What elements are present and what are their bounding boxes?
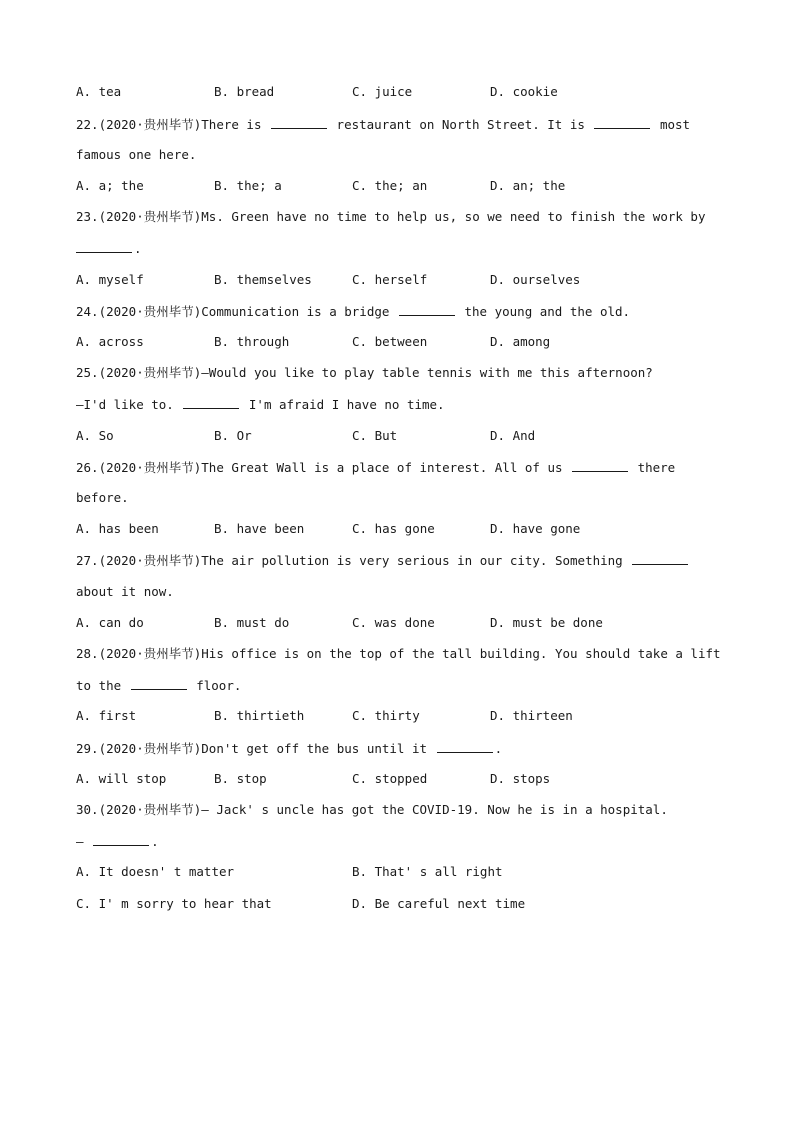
q26-option-c[interactable]: C. has gone — [352, 521, 435, 536]
q21-option-a[interactable]: A. tea — [76, 84, 122, 99]
q27-source: (2020·贵州毕节) — [98, 553, 202, 568]
q30-text: — — [76, 834, 84, 849]
q30-stem — [76, 800, 716, 820]
answer-blank[interactable] — [399, 301, 455, 316]
q22-option-d[interactable]: D. an; the — [490, 178, 566, 193]
q24-text: the young and the old. — [464, 304, 631, 319]
q28-number: 28. — [76, 646, 99, 661]
q30-option-a[interactable]: A. It doesn' t matter — [76, 864, 235, 879]
q24-option-c[interactable]: C. between — [352, 334, 428, 349]
q24-source: (2020·贵州毕节) — [98, 304, 202, 319]
q27-option-b[interactable]: B. must do — [214, 615, 290, 630]
q23-source: (2020·贵州毕节) — [98, 209, 202, 224]
q21-option-c[interactable]: C. juice — [352, 84, 413, 99]
answer-blank[interactable] — [131, 675, 187, 690]
q22-options — [76, 176, 716, 196]
q22-text: There is — [201, 117, 262, 132]
q27-option-d[interactable]: D. must be done — [490, 615, 603, 630]
q29-source: (2020·贵州毕节) — [98, 741, 202, 756]
q29-options — [76, 769, 716, 789]
q25-source: (2020·贵州毕节) — [98, 365, 202, 380]
q25-stem — [76, 363, 716, 383]
q26-text: before. — [76, 490, 129, 505]
q22-text: famous one here. — [76, 147, 197, 162]
q23-options — [76, 270, 716, 290]
q27-number: 27. — [76, 553, 99, 568]
q25-option-d[interactable]: D. And — [490, 428, 536, 443]
q30-option-c[interactable]: C. I' m sorry to hear that — [76, 896, 272, 911]
answer-blank[interactable] — [271, 114, 327, 129]
q23-text: . — [134, 241, 142, 256]
q29-number: 29. — [76, 741, 99, 756]
q26-stem-cont — [76, 488, 716, 508]
q29-text: . — [494, 741, 503, 756]
q22-option-a[interactable]: A. a; the — [76, 178, 144, 193]
answer-blank[interactable] — [572, 457, 628, 472]
q25-option-c[interactable]: C. But — [352, 428, 398, 443]
q27-stem-cont — [76, 582, 716, 602]
q30-text: . — [151, 834, 159, 849]
q28-options — [76, 706, 716, 726]
q28-text: floor. — [196, 678, 242, 693]
q30-number: 30. — [76, 802, 99, 817]
q25-options — [76, 426, 716, 446]
q28-stem — [76, 644, 721, 664]
q22-text: restaurant on North Street. It is — [336, 117, 585, 132]
q24-option-a[interactable]: A. across — [76, 334, 144, 349]
q26-stem — [76, 457, 716, 477]
q29-stem — [76, 738, 716, 758]
q30-option-d[interactable]: D. Be careful next time — [352, 896, 526, 911]
q26-option-a[interactable]: A. has been — [76, 521, 159, 536]
q27-text: about it now. — [76, 584, 174, 599]
q27-options — [76, 613, 716, 633]
q24-options — [76, 332, 716, 352]
q26-option-b[interactable]: B. have been — [214, 521, 305, 536]
q30-options-row-1 — [76, 862, 716, 882]
q24-option-b[interactable]: B. through — [214, 334, 290, 349]
q27-stem — [76, 550, 716, 570]
q28-stem-cont — [76, 675, 716, 695]
q22-option-b[interactable]: B. the; a — [214, 178, 282, 193]
q24-option-d[interactable]: D. among — [490, 334, 551, 349]
q29-option-a[interactable]: A. will stop — [76, 771, 167, 786]
q30-options-row-2 — [76, 894, 716, 914]
q21-option-d[interactable]: D. cookie — [490, 84, 558, 99]
q26-options — [76, 519, 716, 539]
answer-blank[interactable] — [93, 831, 149, 846]
q25-option-a[interactable]: A. So — [76, 428, 114, 443]
q25-option-b[interactable]: B. Or — [214, 428, 252, 443]
q24-text: Communication is a bridge — [201, 304, 390, 319]
q27-option-a[interactable]: A. can do — [76, 615, 144, 630]
q22-stem-cont — [76, 145, 716, 165]
q30-stem-cont — [76, 831, 716, 851]
q24-number: 24. — [76, 304, 99, 319]
q22-source: (2020·贵州毕节) — [98, 117, 202, 132]
q28-text: His office is on the top of the tall building. You should take a lift — [201, 646, 721, 661]
q28-option-d[interactable]: D. thirteen — [490, 708, 573, 723]
q27-text: The air pollution is very serious in our city. Something — [201, 553, 623, 568]
q30-text: — Jack' s uncle has got the COVID-19. Now he is in a hospital. — [201, 802, 668, 817]
q26-number: 26. — [76, 460, 99, 475]
q23-stem — [76, 207, 716, 227]
answer-blank[interactable] — [632, 550, 688, 565]
q28-option-c[interactable]: C. thirty — [352, 708, 420, 723]
q26-text: there — [637, 460, 676, 475]
q29-option-d[interactable]: D. stops — [490, 771, 551, 786]
q26-text: The Great Wall is a place of interest. All of us — [201, 460, 563, 475]
answer-blank[interactable] — [183, 394, 239, 409]
q23-number: 23. — [76, 209, 99, 224]
q25-number: 25. — [76, 365, 99, 380]
q23-option-a[interactable]: A. myself — [76, 272, 144, 287]
q30-option-b[interactable]: B. That' s all right — [352, 864, 503, 879]
q27-option-c[interactable]: C. was done — [352, 615, 435, 630]
q24-stem — [76, 301, 716, 321]
q29-option-b[interactable]: B. stop — [214, 771, 267, 786]
answer-blank[interactable] — [76, 238, 132, 253]
q28-source: (2020·贵州毕节) — [98, 646, 202, 661]
q25-text: —I'd like to. — [76, 397, 174, 412]
q25-stem-cont — [76, 394, 716, 414]
q28-option-b[interactable]: B. thirtieth — [214, 708, 305, 723]
q28-text: to the — [76, 678, 122, 693]
q23-option-c[interactable]: C. herself — [352, 272, 428, 287]
q28-option-a[interactable]: A. first — [76, 708, 137, 723]
q22-text: most — [659, 117, 691, 132]
q21-option-b[interactable]: B. bread — [214, 84, 275, 99]
q22-stem — [76, 114, 716, 134]
q23-option-b[interactable]: B. themselves — [214, 272, 312, 287]
q22-number: 22. — [76, 117, 99, 132]
answer-blank[interactable] — [437, 738, 493, 753]
q26-option-d[interactable]: D. have gone — [490, 521, 581, 536]
q23-option-d[interactable]: D. ourselves — [490, 272, 581, 287]
q21-options — [76, 82, 716, 102]
q29-option-c[interactable]: C. stopped — [352, 771, 428, 786]
q23-stem-cont — [76, 238, 716, 258]
q29-text: Don't get off the bus until it — [201, 741, 428, 756]
answer-blank[interactable] — [594, 114, 650, 129]
q30-source: (2020·贵州毕节) — [98, 802, 202, 817]
q26-source: (2020·贵州毕节) — [98, 460, 202, 475]
q23-text: Ms. Green have no time to help us, so we need to finish the work by — [201, 209, 706, 224]
q25-text: I'm afraid I have no time. — [248, 397, 445, 412]
q25-text: —Would you like to play table tennis with me this afternoon? — [201, 365, 653, 380]
q22-option-c[interactable]: C. the; an — [352, 178, 428, 193]
